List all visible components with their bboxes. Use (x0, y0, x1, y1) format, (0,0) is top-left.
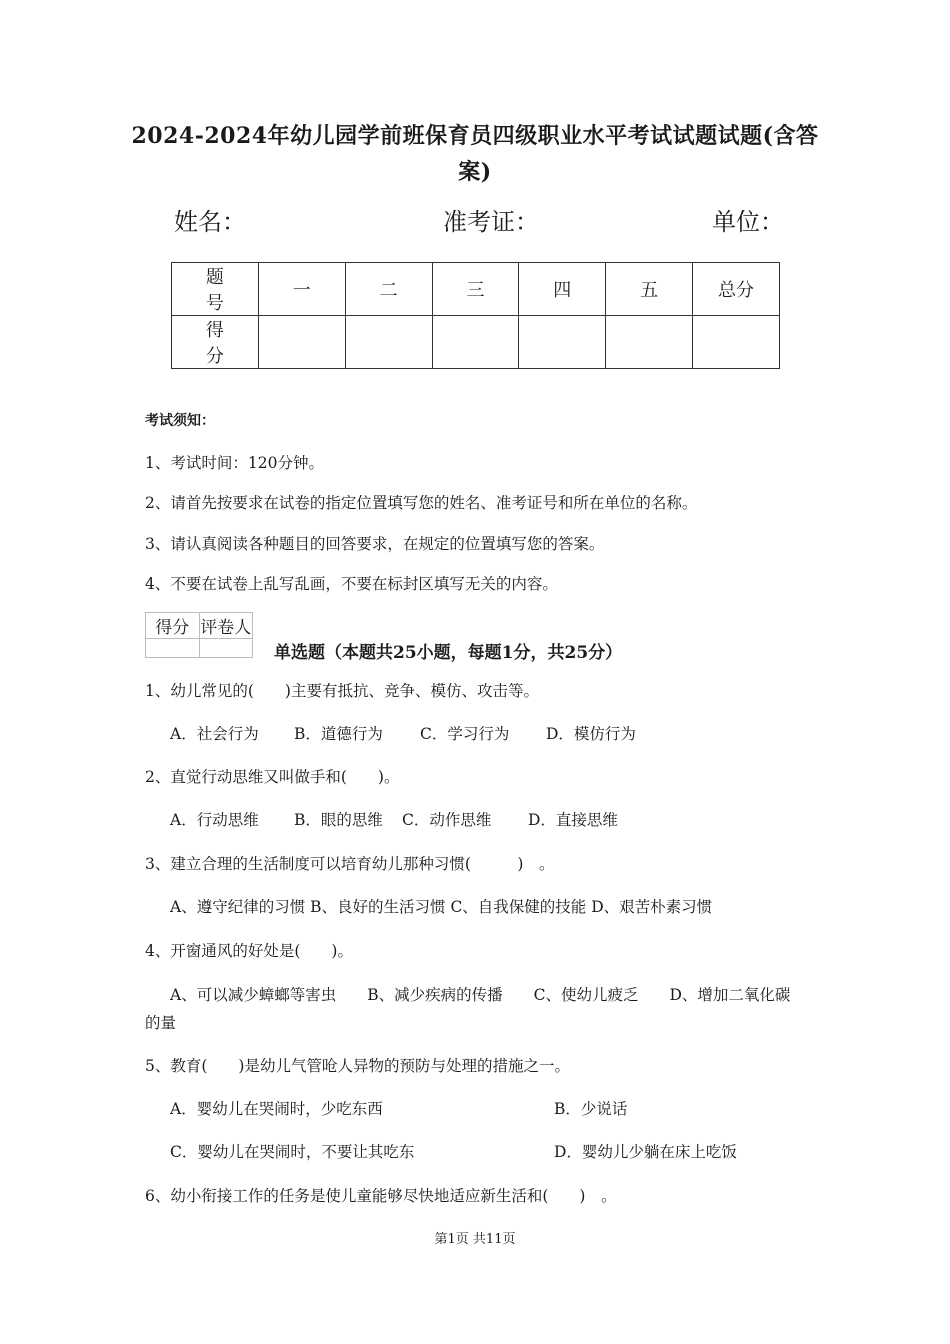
name-label: 姓名： (174, 208, 246, 236)
q5-option-c[interactable]: C．婴幼儿在哭闹时，不要让其吃东 (170, 1143, 415, 1161)
q1-option-a[interactable]: A．社会行为 (170, 725, 259, 743)
note-item: 1、考试时间：120分钟。 (145, 454, 324, 472)
score-table-header-row (172, 263, 780, 316)
score-row-label: 得 分 (172, 316, 259, 369)
exam-id-label: 准考证： (443, 208, 539, 236)
q4-options[interactable]: A、可以减少蟑螂等害虫 B、减少疾病的传播 C、使幼儿疲乏 D、增加二氧化碳 (170, 986, 791, 1004)
q5-option-d[interactable]: D．婴幼儿少躺在床上吃饭 (554, 1143, 737, 1161)
score-cell-1: 一 (258, 263, 345, 316)
q1-option-c[interactable]: C．学习行为 (420, 725, 510, 743)
title-line-2: 案) (458, 159, 492, 185)
document-title (100, 118, 850, 190)
q5-option-a[interactable]: A．婴幼儿在哭闹时，少吃东西 (170, 1100, 383, 1118)
score-table-score-row (172, 316, 780, 369)
score-cell-5: 五 (606, 263, 693, 316)
title-line-1: 2024-2024年幼儿园学前班保育员四级职业水平考试试题试题(含答 (131, 123, 819, 149)
score-input-4[interactable] (519, 316, 606, 369)
q2-option-c[interactable]: C．动作思维 (402, 811, 492, 829)
score-input-5[interactable] (606, 316, 693, 369)
grader-reviewer-input[interactable] (199, 639, 253, 658)
page-footer: 第1页 共11页 (434, 1232, 516, 1247)
q2-option-b[interactable]: B．眼的思维 (294, 811, 383, 829)
q5-option-b[interactable]: B．少说话 (554, 1100, 628, 1118)
q3-options[interactable]: A、遵守纪律的习惯 B、良好的生活习惯 C、自我保健的技能 D、艰苦朴素习惯 (170, 898, 713, 916)
score-input-1[interactable] (258, 316, 345, 369)
score-table (171, 262, 780, 369)
score-cell-label: 题 号 (172, 263, 259, 316)
examinee-info (174, 202, 784, 242)
q1-option-b[interactable]: B．道德行为 (294, 725, 383, 743)
grader-reviewer-label: 评卷人 (199, 613, 253, 639)
note-item: 2、请首先按要求在试卷的指定位置填写您的姓名、准考证号和所在单位的名称。 (145, 494, 698, 512)
question-5: 5、教育( )是幼儿气管呛人异物的预防与处理的措施之一。 (145, 1057, 570, 1075)
score-cell-total: 总分 (693, 263, 780, 316)
grader-score-label: 得分 (146, 613, 200, 639)
notes-title: 考试须知： (145, 413, 215, 429)
score-cell-2: 二 (345, 263, 432, 316)
score-input-3[interactable] (432, 316, 519, 369)
question-3: 3、建立合理的生活制度可以培育幼儿那种习惯( ) 。 (145, 855, 555, 873)
q2-option-a[interactable]: A．行动思维 (170, 811, 259, 829)
score-input-2[interactable] (345, 316, 432, 369)
note-item: 3、请认真阅读各种题目的回答要求，在规定的位置填写您的答案。 (145, 535, 605, 553)
score-input-total[interactable] (693, 316, 780, 369)
unit-label: 单位： (712, 208, 784, 236)
grader-box (145, 612, 253, 658)
score-cell-4: 四 (519, 263, 606, 316)
q2-option-d[interactable]: D．直接思维 (528, 811, 618, 829)
q1-option-d[interactable]: D．模仿行为 (546, 725, 636, 743)
question-1: 1、幼儿常见的( )主要有抵抗、竞争、模仿、攻击等。 (145, 682, 539, 700)
question-6: 6、幼小衔接工作的任务是使儿童能够尽快地适应新生活和( ) 。 (145, 1187, 617, 1205)
note-item: 4、不要在试卷上乱写乱画，不要在标封区填写无关的内容。 (145, 575, 558, 593)
question-4: 4、开窗通风的好处是( )。 (145, 942, 353, 960)
section-title: 单选题（本题共25小题，每题1分，共25分） (274, 643, 623, 663)
grader-score-input[interactable] (146, 639, 200, 658)
q4-options-continued: 的量 (145, 1014, 177, 1032)
score-cell-3: 三 (432, 263, 519, 316)
question-2: 2、直觉行动思维又叫做手和( )。 (145, 768, 400, 786)
